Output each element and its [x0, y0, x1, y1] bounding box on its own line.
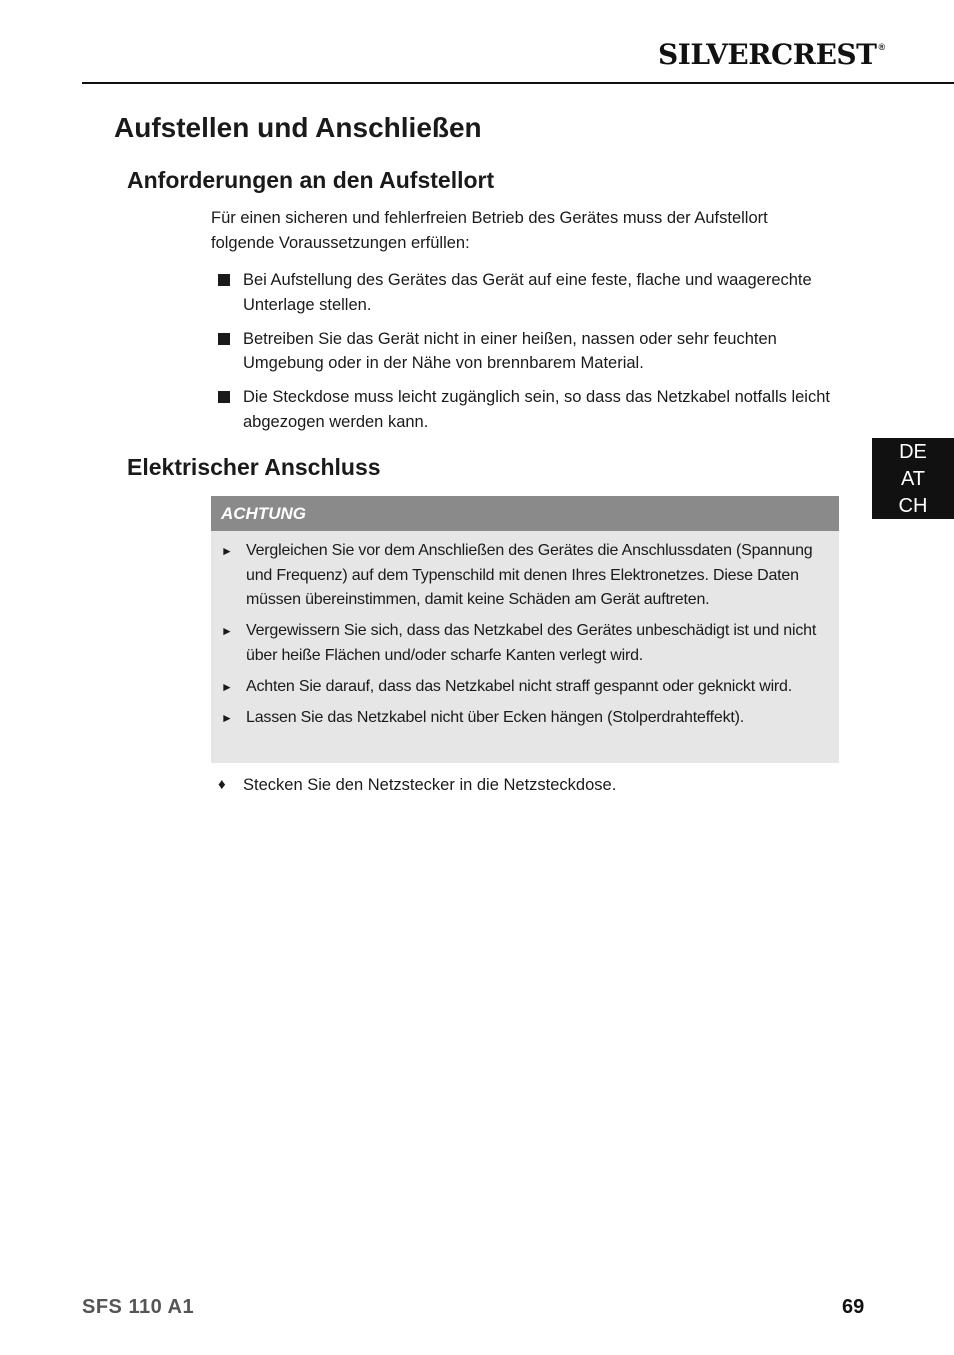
warning-title: ACHTUNG: [211, 496, 839, 531]
square-bullet-icon: [218, 333, 230, 345]
action-step: [211, 773, 863, 798]
brand-logo: [658, 38, 885, 71]
list-item-text: Bei Aufstellung des Gerätes das Gerät auf eine feste, flache und waagerechte Unterlage stellen.: [243, 271, 812, 314]
section-heading-electrical: Elektrischer Anschluss: [127, 454, 381, 480]
triangle-right-icon: ►: [221, 679, 233, 694]
warning-item-text: Vergewissern Sie sich, dass das Netzkabel des Gerätes unbeschädigt ist und nicht über heiße Flächen und/oder scharfe Kanten verlegt wird.: [246, 622, 817, 664]
brand-name: SILVERCREST: [658, 38, 877, 71]
warning-list: [211, 531, 839, 730]
language-code: DE: [899, 441, 927, 463]
list-item: [211, 327, 831, 376]
page-number: 69: [842, 1296, 865, 1318]
warning-item-text: Achten Sie darauf, dass das Netzkabel nicht straff gespannt oder geknickt wird.: [246, 677, 792, 695]
warning-item: [211, 675, 839, 700]
requirements-list: [211, 268, 831, 444]
diamond-icon: ♦: [218, 776, 226, 793]
header-rule: [82, 82, 954, 84]
list-item-text: Die Steckdose muss leicht zugänglich sein, so dass das Netzkabel notfalls leicht abgezogen werden kann.: [243, 388, 830, 431]
section-heading-requirements: Anforderungen an den Aufstellort: [127, 167, 495, 193]
warning-item-text: Lassen Sie das Netzkabel nicht über Ecken hängen (Stolperdrahteffekt).: [246, 708, 745, 726]
action-step-text: Stecken Sie den Netzstecker in die Netzsteckdose.: [243, 776, 617, 794]
warning-item: [211, 619, 839, 668]
language-code: AT: [900, 468, 926, 490]
registered-mark: ®: [878, 42, 885, 52]
requirements-intro: Für einen sicheren und fehlerfreien Betrieb des Gerätes muss der Aufstellort folgende Voraussetzungen erfüllen:: [211, 209, 768, 252]
footer-model: SFS 110 A1: [82, 1296, 195, 1318]
list-item: [211, 385, 831, 434]
square-bullet-icon: [218, 391, 230, 403]
language-code: CH: [898, 495, 928, 517]
language-tab: [872, 438, 954, 519]
warning-item-text: Vergleichen Sie vor dem Anschließen des Gerätes die Anschlussdaten (Spannung und Frequenz) auf dem Typenschild mit denen Ihres Elektronetzes. Diese Daten müssen übereinstimmen, damit keine Schäden am Gerät auftreten.: [246, 542, 813, 608]
warning-box: [211, 496, 839, 763]
triangle-right-icon: ►: [221, 624, 233, 638]
triangle-right-icon: ►: [221, 710, 233, 725]
triangle-right-icon: ►: [221, 544, 233, 558]
list-item: [211, 268, 831, 317]
list-item-text: Betreiben Sie das Gerät nicht in einer heißen, nassen oder sehr feuchten Umgebung oder in der Nähe von brennbarem Material.: [243, 329, 777, 372]
page-title: Aufstellen und Anschließen: [114, 112, 482, 143]
warning-item: [211, 539, 839, 613]
warning-item: [211, 706, 839, 731]
square-bullet-icon: [218, 274, 230, 286]
